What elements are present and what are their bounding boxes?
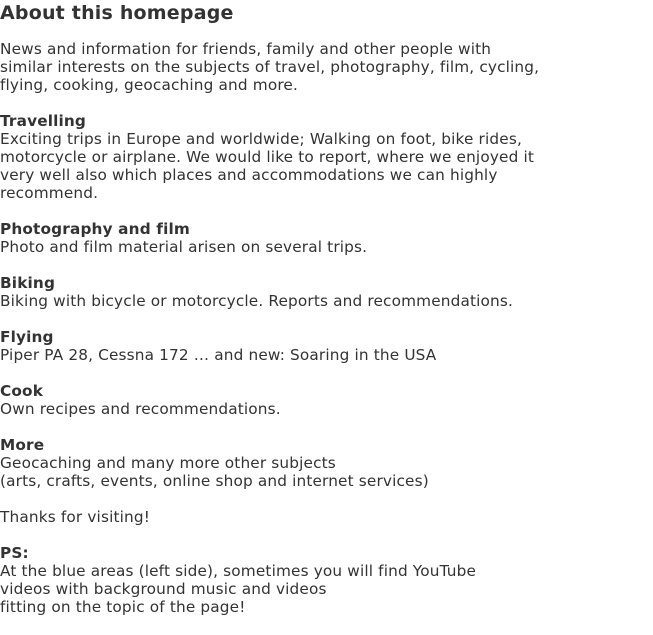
section-heading: More bbox=[0, 436, 45, 454]
section-flying bbox=[0, 328, 653, 364]
section-body: Photo and film material arisen on several trips. bbox=[0, 238, 368, 256]
section-more bbox=[0, 436, 653, 490]
section-biking bbox=[0, 274, 653, 310]
section-cook bbox=[0, 382, 653, 418]
section-photography bbox=[0, 220, 653, 256]
section-heading: Travelling bbox=[0, 112, 87, 130]
ps-body: At the blue areas (left side), sometimes you will find YouTube videos with background music and videos fitting on the topic of the page! bbox=[0, 562, 477, 616]
section-body: Piper PA 28, Cessna 172 … and new: Soaring in the USA bbox=[0, 346, 437, 364]
ps-heading: PS: bbox=[0, 544, 29, 562]
section-body: Geocaching and many more other subjects (arts, crafts, events, online shop and internet services) bbox=[0, 454, 429, 490]
section-body: Biking with bicycle or motorcycle. Reports and recommendations. bbox=[0, 292, 514, 310]
section-body: Own recipes and recommendations. bbox=[0, 400, 281, 418]
section-heading: Cook bbox=[0, 382, 44, 400]
section-heading: Biking bbox=[0, 274, 56, 292]
intro-paragraph: News and information for friends, family and other people with similar interests on the subjects of travel, photography, film, cycling, flying, cooking, geocaching and more. bbox=[0, 40, 540, 94]
section-heading: Photography and film bbox=[0, 220, 190, 238]
thanks-text: Thanks for visiting! bbox=[0, 508, 151, 526]
section-body: Exciting trips in Europe and worldwide; Walking on foot, bike rides, motorcycle or airplane. We would like to report, where we enjoyed it very well also which places and accommodations we can highly recommend. bbox=[0, 130, 535, 202]
page-title: About this homepage bbox=[0, 2, 234, 24]
section-ps bbox=[0, 544, 653, 616]
section-travelling bbox=[0, 112, 653, 202]
section-heading: Flying bbox=[0, 328, 54, 346]
